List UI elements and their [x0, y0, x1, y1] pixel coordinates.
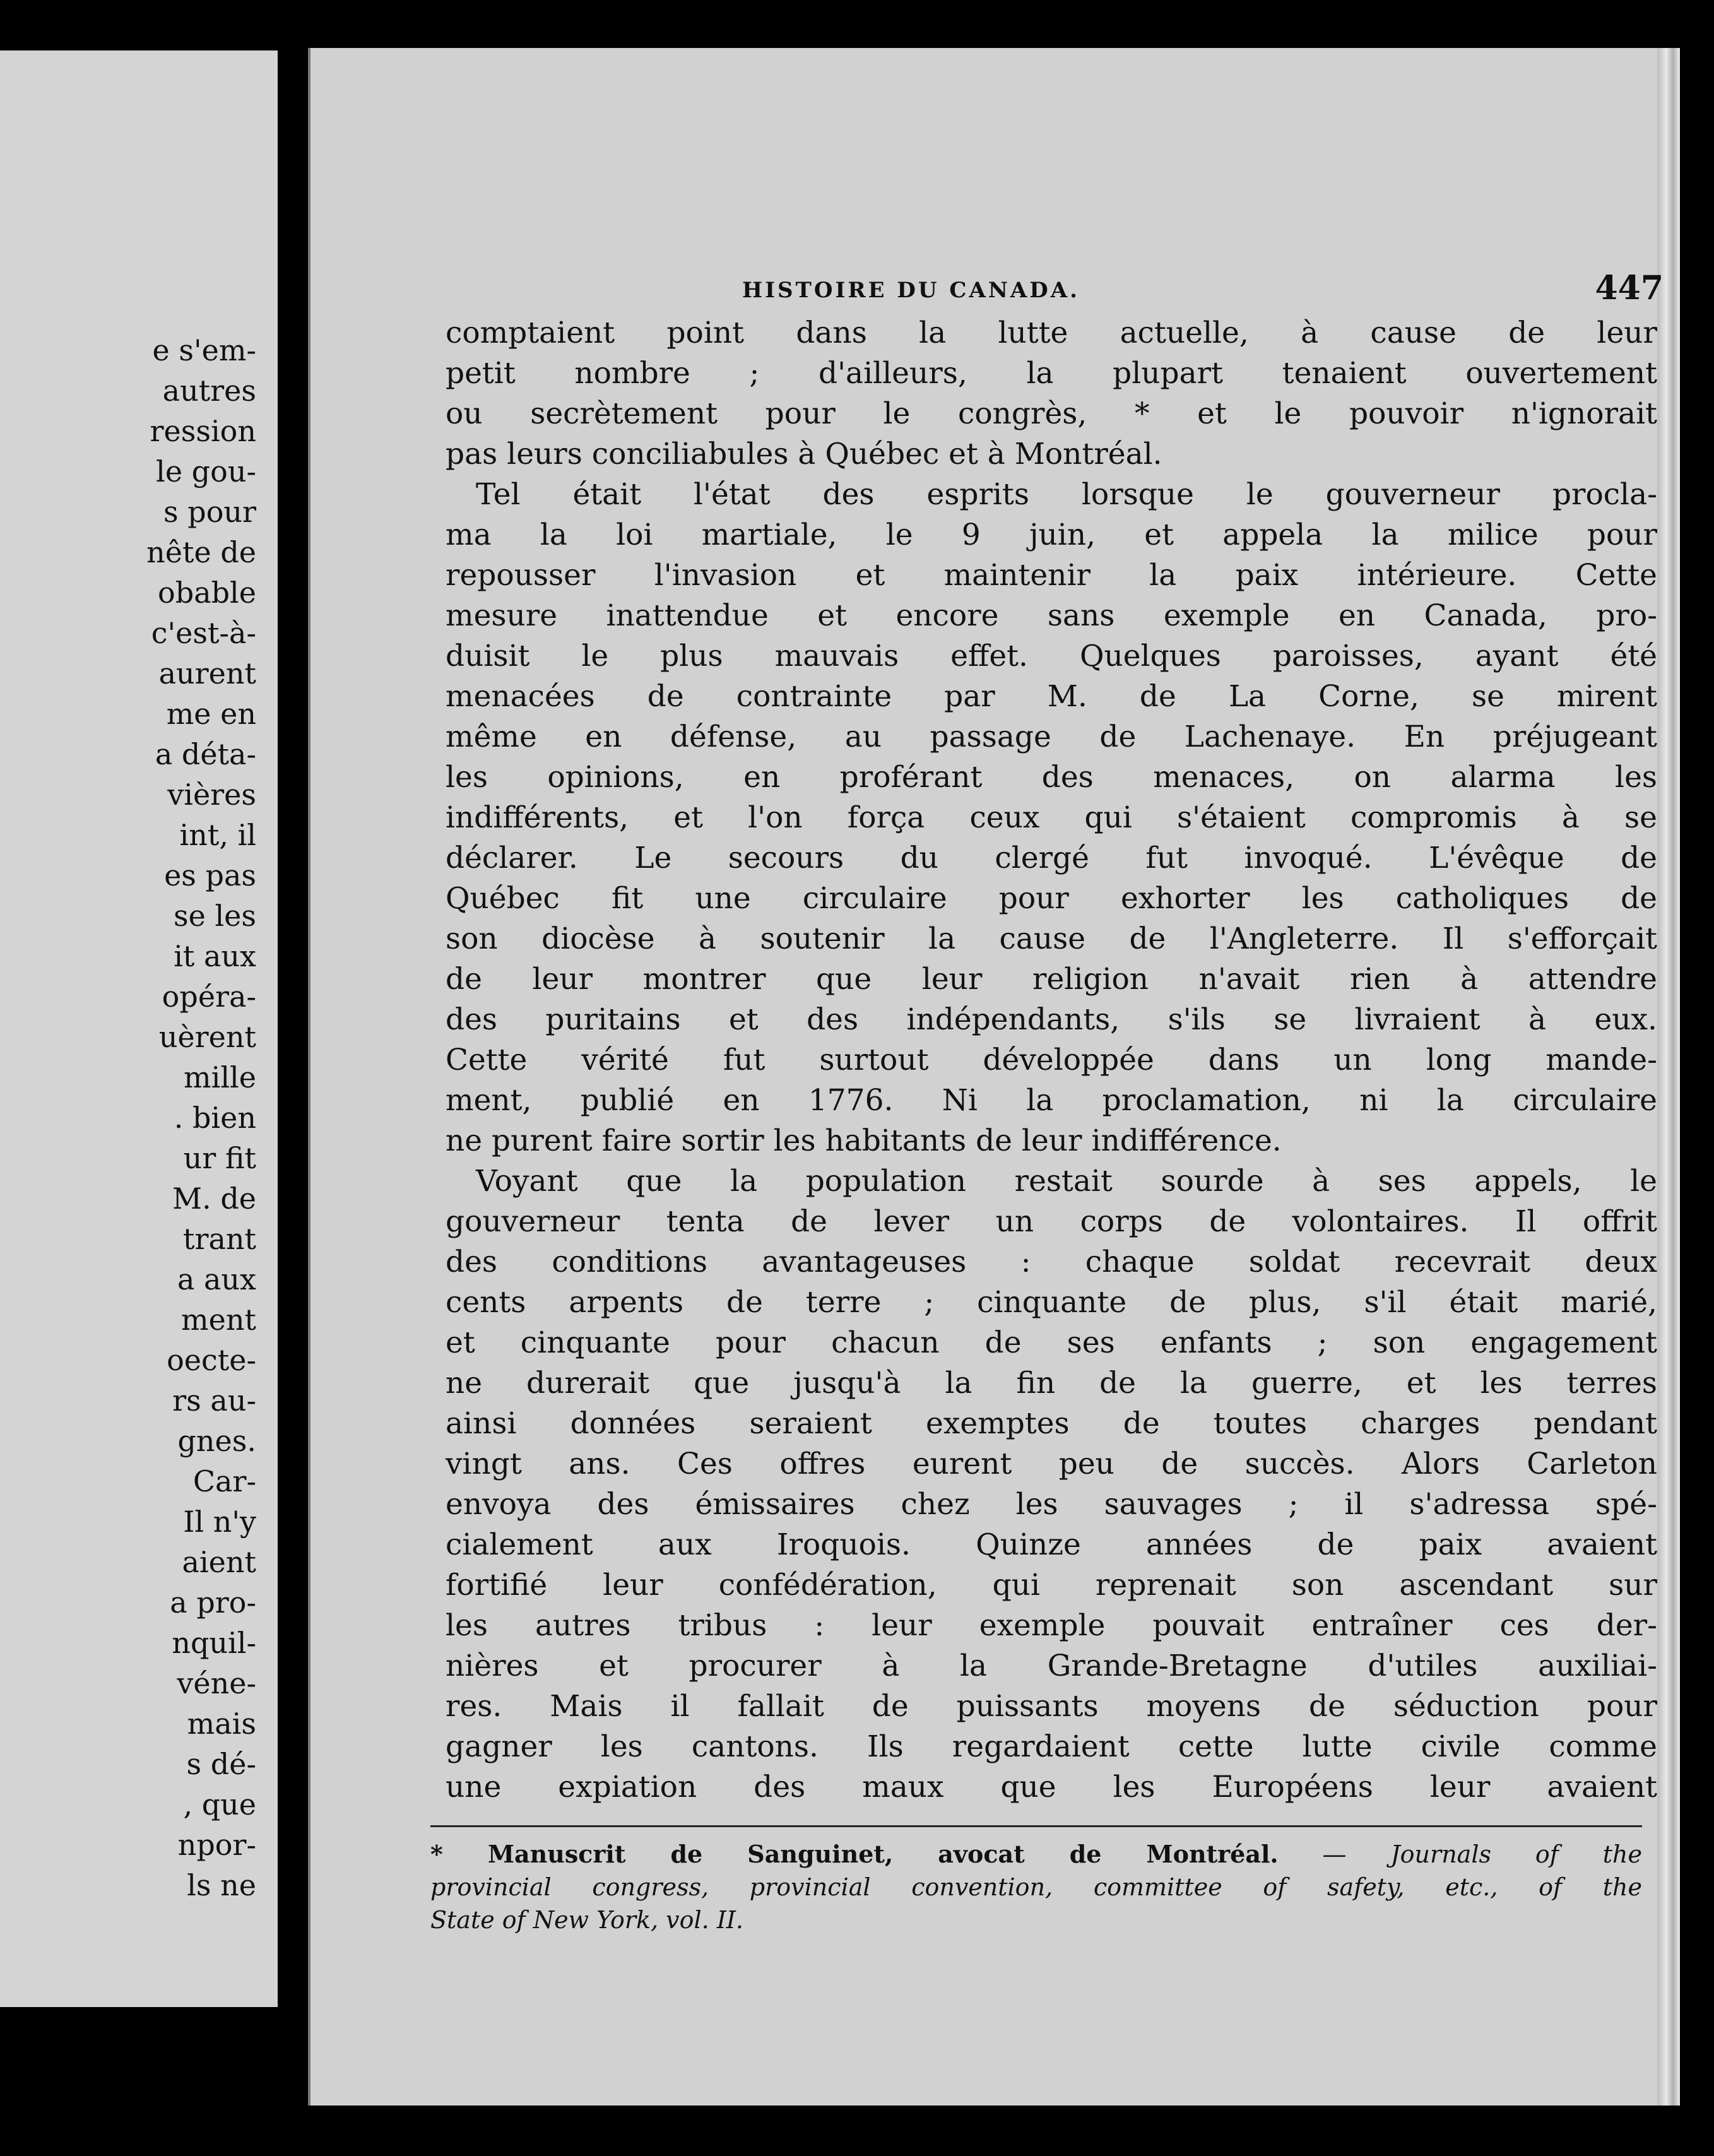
text-line: ma la loi martiale, le 9 juin, et appela la milice pour — [446, 518, 1657, 552]
facing-page-line-fragment: es pas — [164, 858, 256, 892]
body-text — [446, 313, 1657, 1808]
text-line: Tel était l'état des esprits lorsque le gouverneur procla- — [476, 477, 1657, 512]
facing-page-line-fragment: M. de — [172, 1182, 256, 1216]
text-line: cialement aux Iroquois. Quinze années de paix avaient — [446, 1527, 1657, 1562]
text-line: gouverneur tenta de lever un corps de volontaires. Il offrit — [446, 1204, 1657, 1239]
text-line: envoya des émissaires chez les sauvages ; il s'adressa spé- — [446, 1487, 1657, 1522]
text-line: des conditions avantageuses : chaque soldat recevrait deux — [446, 1245, 1657, 1279]
facing-page-fragment — [0, 50, 278, 2007]
page-header — [742, 264, 1664, 314]
book-page — [308, 48, 1680, 2106]
facing-page-line-fragment: trant — [182, 1222, 256, 1256]
facing-page-line-fragment: ression — [150, 414, 256, 448]
text-line: mesure inattendue et encore sans exemple en Canada, pro- — [446, 598, 1657, 633]
facing-page-line-fragment: a pro- — [170, 1585, 256, 1620]
text-line: ou secrètement pour le congrès, * et le pouvoir n'ignorait — [446, 396, 1657, 431]
facing-page-line-fragment: oecte- — [167, 1343, 256, 1377]
text-line: déclarer. Le secours du clergé fut invoqué. L'évêque de — [446, 841, 1657, 875]
facing-page-line-fragment: me en — [166, 697, 256, 731]
text-line: les autres tribus : leur exemple pouvait entraîner ces der- — [446, 1608, 1657, 1643]
text-line: ainsi données seraient exemptes de toutes charges pendant — [446, 1406, 1657, 1441]
text-line: de leur montrer que leur religion n'avait rien à attendre — [446, 962, 1657, 997]
facing-page-line-fragment: uèrent — [158, 1020, 256, 1054]
facing-page-line-fragment: gnes. — [177, 1424, 256, 1458]
facing-page-line-fragment: mais — [187, 1707, 256, 1741]
text-line: pas leurs conciliabules à Québec et à Montréal. — [446, 437, 1162, 471]
footnote-line: provincial congress, provincial convention, committee of safety, etc., of the — [430, 1873, 1642, 1901]
facing-page-line-fragment: a aux — [177, 1262, 256, 1296]
facing-page-line-fragment: ls ne — [187, 1868, 256, 1902]
facing-page-line-fragment: véne- — [177, 1666, 256, 1700]
facing-page-line-fragment: s dé- — [186, 1747, 256, 1781]
text-line: fortifié leur confédération, qui reprenait son ascendant sur — [446, 1568, 1657, 1602]
facing-page-line-fragment: opéra- — [162, 980, 256, 1014]
facing-page-line-fragment: aurent — [158, 656, 256, 690]
footnote — [430, 1838, 1642, 1936]
page-number: 447 — [1595, 269, 1664, 307]
text-line: cents arpents de terre ; cinquante de plus, s'il était marié, — [446, 1285, 1657, 1320]
text-line: menacées de contrainte par M. de La Corne, se mirent — [446, 679, 1657, 714]
facing-page-line-fragment: ur fit — [183, 1141, 256, 1175]
facing-page-line-fragment: aient — [182, 1545, 256, 1579]
text-line: Cette vérité fut surtout développée dans un long mande- — [446, 1043, 1657, 1077]
text-line: Québec fit une circulaire pour exhorter les catholiques de — [446, 881, 1657, 916]
facing-page-line-fragment: autres — [162, 374, 256, 408]
footnote-rule — [430, 1825, 1642, 1827]
facing-page-line-fragment: mille — [184, 1060, 256, 1094]
text-line: res. Mais il fallait de puissants moyens de séduction pour — [446, 1689, 1657, 1724]
facing-page-line-fragment: s pour — [163, 495, 256, 529]
text-line: même en défense, au passage de Lachenaye. En préjugeant — [446, 720, 1657, 754]
text-line: indifférents, et l'on força ceux qui s'étaient compromis à se — [446, 800, 1657, 835]
facing-page-line-fragment: int, il — [179, 818, 256, 852]
text-line: ne purent faire sortir les habitants de leur indifférence. — [446, 1123, 1282, 1158]
facing-page-line-fragment: it aux — [174, 939, 256, 973]
text-line: repousser l'invasion et maintenir la paix intérieure. Cette — [446, 558, 1657, 593]
text-line: son diocèse à soutenir la cause de l'Angleterre. Il s'efforçait — [446, 921, 1657, 956]
text-line: duisit le plus mauvais effet. Quelques paroisses, ayant été — [446, 639, 1657, 673]
facing-page-line-fragment: obable — [158, 576, 256, 610]
footnote-citation: — Journals of the — [1278, 1840, 1642, 1868]
running-title: HISTOIRE DU CANADA. — [742, 278, 1080, 303]
facing-page-line-fragment: Car- — [192, 1464, 256, 1498]
text-line: et cinquante pour chacun de ses enfants ; son engagement — [446, 1325, 1657, 1360]
text-line: des puritains et des indépendants, s'ils se livraient à eux. — [446, 1002, 1657, 1037]
facing-page-line-fragment: a déta- — [155, 737, 256, 771]
facing-page-line-fragment: Il n'y — [183, 1505, 256, 1539]
text-line: nières et procurer à la Grande-Bretagne d'utiles auxiliai- — [446, 1649, 1657, 1683]
facing-page-line-fragment: npor- — [177, 1828, 256, 1862]
text-line: petit nombre ; d'ailleurs, la plupart tenaient ouvertement — [446, 356, 1657, 391]
facing-page-line-fragment: e s'em- — [152, 333, 256, 367]
text-line: les opinions, en proférant des menaces, on alarma les — [446, 760, 1657, 795]
facing-page-line-fragment: nquil- — [172, 1626, 256, 1660]
text-line: ment, publié en 1776. Ni la proclamation, ni la circulaire — [446, 1083, 1657, 1118]
facing-page-line-fragment: nête de — [146, 535, 256, 569]
text-line: ne durerait que jusqu'à la fin de la guerre, et les terres — [446, 1366, 1657, 1401]
text-line: comptaient point dans la lutte actuelle, à cause de leur — [446, 316, 1657, 350]
facing-page-line-fragment: rs au- — [172, 1383, 256, 1418]
page-edge — [1657, 48, 1680, 2106]
facing-page-line-fragment: se les — [174, 899, 256, 933]
facing-page-line-fragment: vières — [167, 778, 256, 812]
facing-page-line-fragment: ment — [181, 1303, 256, 1337]
text-line: une expiation des maux que les Européens leur avaient — [446, 1770, 1657, 1804]
text-line: vingt ans. Ces offres eurent peu de succès. Alors Carleton — [446, 1447, 1657, 1481]
facing-page-line-fragment: c'est-à- — [151, 616, 256, 650]
facing-page-line-fragment: le gou- — [156, 454, 256, 489]
footnote-line: State of New York, vol. II. — [430, 1906, 743, 1934]
text-line: Voyant que la population restait sourde à ses appels, le — [476, 1164, 1657, 1199]
text-line: gagner les cantons. Ils regardaient cette lutte civile comme — [446, 1729, 1657, 1764]
footnote-line — [430, 1838, 1642, 1871]
facing-page-line-fragment: . bien — [174, 1101, 256, 1135]
footnote-lead: * Manuscrit de Sanguinet, avocat de Montréal. — [430, 1840, 1279, 1868]
facing-page-line-fragment: , que — [183, 1787, 256, 1821]
